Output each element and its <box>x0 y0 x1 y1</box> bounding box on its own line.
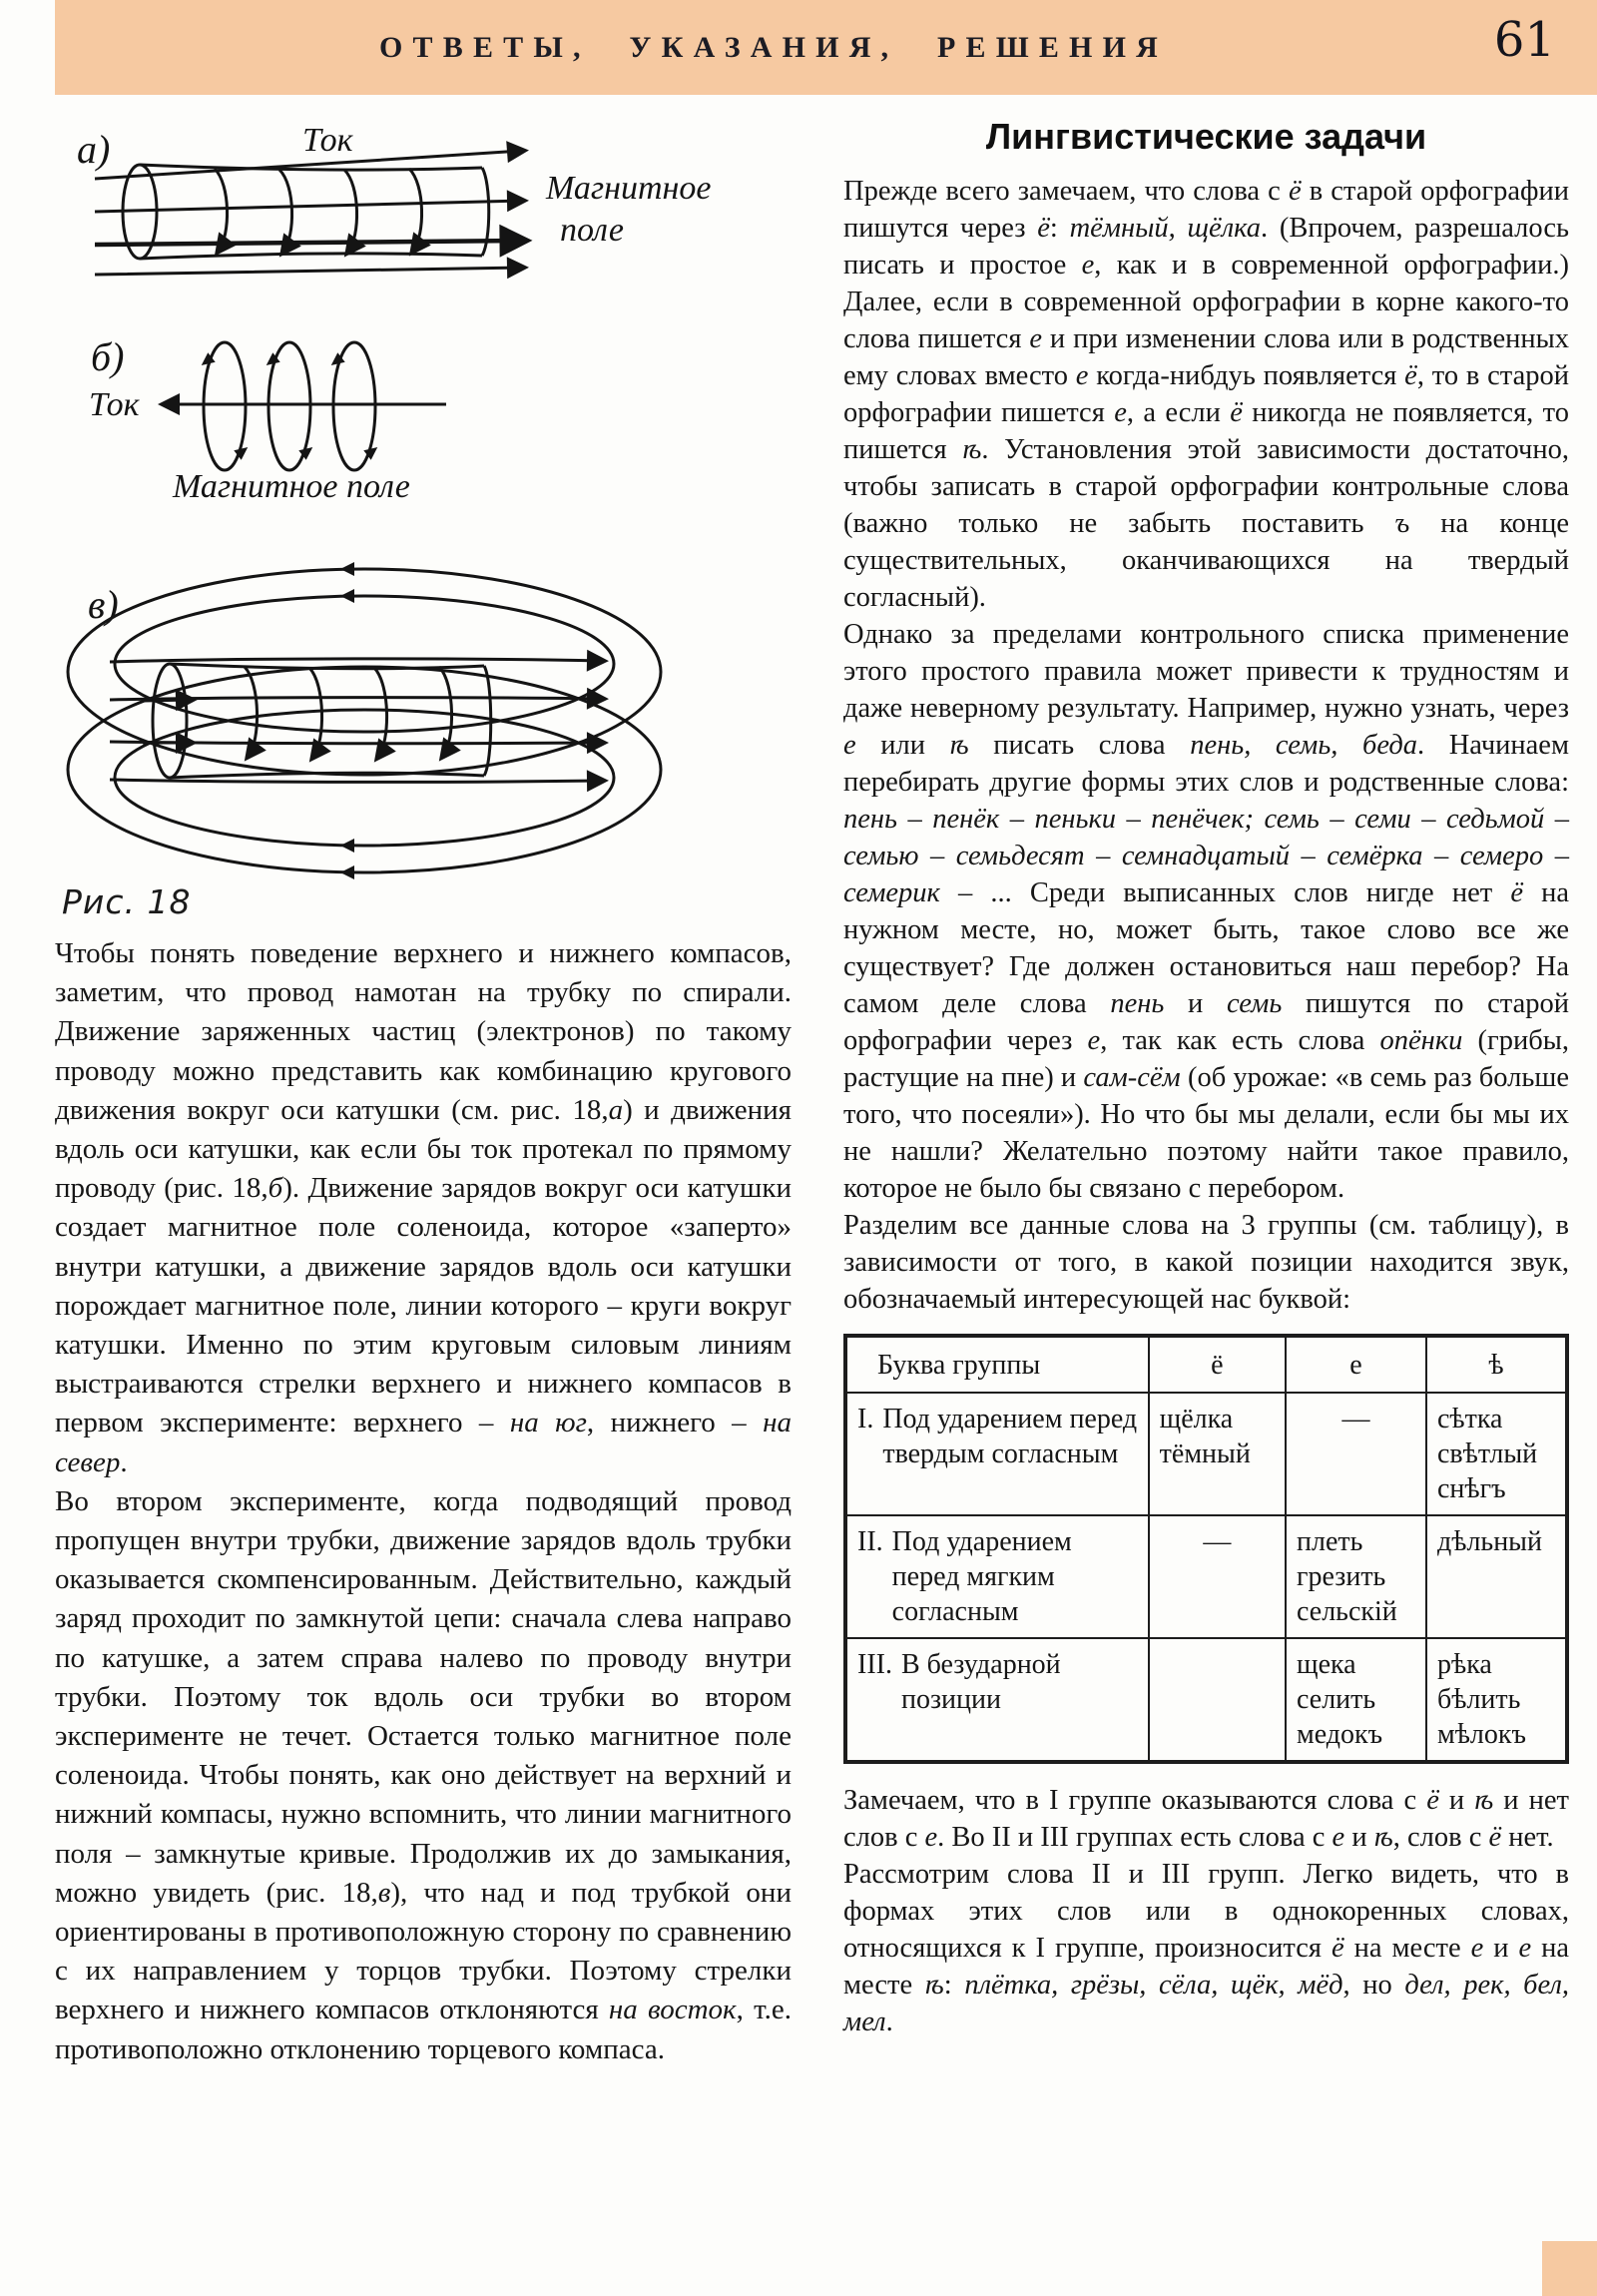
letter-groups-table <box>843 1334 1569 1764</box>
page-number: 61 <box>1493 12 1555 68</box>
figure-a-label: а) <box>77 127 111 172</box>
page-header-title: ОТВЕТЫ, УКАЗАНИЯ, РЕШЕНИЯ <box>379 30 1168 64</box>
table-row <box>845 1638 1567 1762</box>
right-column <box>843 116 1569 2040</box>
paragraph: Чтобы понять поведение верхнего и нижнего компасов, заметим, что провод намотан на трубку по спирали. Движение заряженных частиц (электронов) по такому проводу можно представить как комбинацию кругового движения вокруг оси катушки (см. рис. 18,а) и движения вдоль оси катушки, как если бы ток протекал по прямому проводу (рис. 18,б). Движение зарядов вокруг оси катушки создает магнитное поле соленоида, которое «заперто» внутри катушки, а движение зарядов вдоль оси катушки порождает магнитное поле, линии которого – круги вокруг катушки. Именно по этим круговым силовым линиям выстраиваются стрелки верхнего и нижнего компасов в первом эксперименте: верхнего – на юг, нижнего – на север. <box>55 937 793 1478</box>
figure-18v-closed-field-loops <box>55 554 791 888</box>
corner-accent-square <box>1542 2241 1597 2296</box>
table-header-cell: е <box>1286 1336 1426 1393</box>
figure-a-field-label-line1: Магнитное <box>546 170 712 207</box>
table-header-cell: ѣ <box>1426 1336 1567 1393</box>
position-cell: III. В безударной позиции <box>845 1638 1149 1762</box>
figure-b-current-label: Ток <box>89 386 140 423</box>
left-column-text <box>55 934 792 2069</box>
right-column-text-before-table <box>843 173 1569 1318</box>
word-cell: дѣльный <box>1426 1515 1567 1638</box>
figure-v-label: в) <box>88 582 119 627</box>
figure-18b-wire-field <box>55 326 791 508</box>
paragraph: Замечаем, что в I группе оказываются слова с ё и ѣ и нет слов с е. Во II и III группах есть слова с е и ѣ, слов с ё нет. <box>843 1785 1569 1854</box>
table-header-cell: ё <box>1149 1336 1286 1393</box>
table-header-cell: Буква группы <box>845 1336 1149 1393</box>
paragraph: Рассмотрим слова II и III групп. Легко видеть, что в формах этих слов или в однокоренных словах, относящихся к I группе, произносится ё на месте е и е на месте ѣ: плётка, грёзы, сёла, щёк, мёд, но дел, рек, бел, мел. <box>843 1859 1570 2038</box>
figure-caption: Рис. 18 <box>62 882 192 921</box>
section-heading: Лингвистические задачи <box>985 116 1427 157</box>
figure-b-field-label: Магнитное поле <box>173 468 410 505</box>
table-row <box>845 1515 1567 1638</box>
header-band <box>55 0 1597 95</box>
word-cell: рѣка бѣлить мѣлокъ <box>1426 1638 1567 1762</box>
position-cell: I. Под ударением перед твердым согласным <box>845 1393 1149 1515</box>
word-cell: сѣтка свѣтлый снѣгъ <box>1426 1393 1567 1515</box>
figure-a-field-label-line2: поле <box>560 212 624 249</box>
solenoid-v <box>153 664 491 778</box>
word-cell: — <box>1149 1515 1286 1638</box>
paragraph: Во втором эксперименте, когда подводящий провод пропущен внутри трубки, движение зарядов вдоль трубки оказывается скомпенсированным. Действительно, каждый заряд проходит по замкнутой цепи: сначала слева направо по катушке, а затем справа налево по проводу внутри трубки. Поэтому ток вдоль оси трубки во втором эксперименте не течет. Остается только магнитное поле соленоида. Чтобы понять, как оно действует на верхний и нижний компасы, нужно вспомнить, что линии магнитного поля – замкнутые кривые. Продолжив их до замыкания, можно увидеть (рис. 18,в), что над и под трубкой они ориентированы в противоположную сторону по сравнению с их направлением у торцов трубки. Поэтому стрелки верхнего и нижнего компасов отклоняются на восток, т.е. противоположно отклонению торцевого компаса. <box>55 1484 792 2065</box>
table-row <box>845 1393 1567 1515</box>
word-cell: щёлка тёмный <box>1149 1393 1286 1515</box>
right-column-text-after-table <box>843 1782 1569 2040</box>
paragraph: Однако за пределами контрольного списка применение этого простого правила может привести к трудностям и даже неверному результату. Например, нужно узнать, через е или ѣ писать слова пень, семь, беда. Начинаем перебирать другие формы этих слов и родственные слова: пень – пенёк – пеньки – пенёчек; семь – семи – седьмой – семью – семьдесят – семнадцатый – семёрка – семеро – семерик – ... Среди выписанных слов нигде нет ё на нужном месте, но, может быть, такое слово все же существует? Где должен остановиться наш перебор? На самом деле слова пень и семь пишутся по старой орфографии через е, так как есть слова опёнки (грибы, растущие на пне) и сам-сём (об урожае: «в семь раз больше того, что посеяли»). Но что бы мы делали, если бы мы их не нашли? Желательно поэтому найти такое правило, которое не было бы связано с перебором. <box>843 619 1569 1205</box>
word-cell <box>1149 1638 1286 1762</box>
paragraph: Разделим все данные слова на 3 группы (см. таблицу), в зависимости от того, в какой позиции находится звук, обозначаемый интересующей нас буквой: <box>843 1210 1569 1316</box>
position-cell: II. Под ударением перед мягким согласным <box>845 1515 1149 1638</box>
paragraph: Прежде всего замечаем, что слова с ё в старой орфографии пишутся через ё: тёмный, щёлка. (Впрочем, разрешалось писать и простое е, как и в современной орфографии.) Далее, если в современной орфографии в корне какого-то слова пишется е и при изменении слова или в родственных ему словах вместо е когда-нибдуь появляется ё, то в старой орфографии пишется е, а если ё никогда не появляется, то пишется ѣ. Установления этой зависимости достаточно, чтобы записать в старой орфографии контрольные слова (важно только не забыть поставить ъ на конце существительных, оканчивающихся на твердый согласный). <box>843 176 1570 614</box>
figure-b-label: б) <box>91 334 125 379</box>
figure-a-current-label: Ток <box>302 122 353 159</box>
loop-arrows-v <box>340 562 354 879</box>
closed-loops-v <box>68 569 661 872</box>
figure-18a-solenoid-field <box>55 113 791 317</box>
word-cell: плеть грезить сельскій <box>1286 1515 1426 1638</box>
word-cell: — <box>1286 1393 1426 1515</box>
word-cell: щека селить медокъ <box>1286 1638 1426 1762</box>
loop-arrows-b <box>198 352 381 459</box>
